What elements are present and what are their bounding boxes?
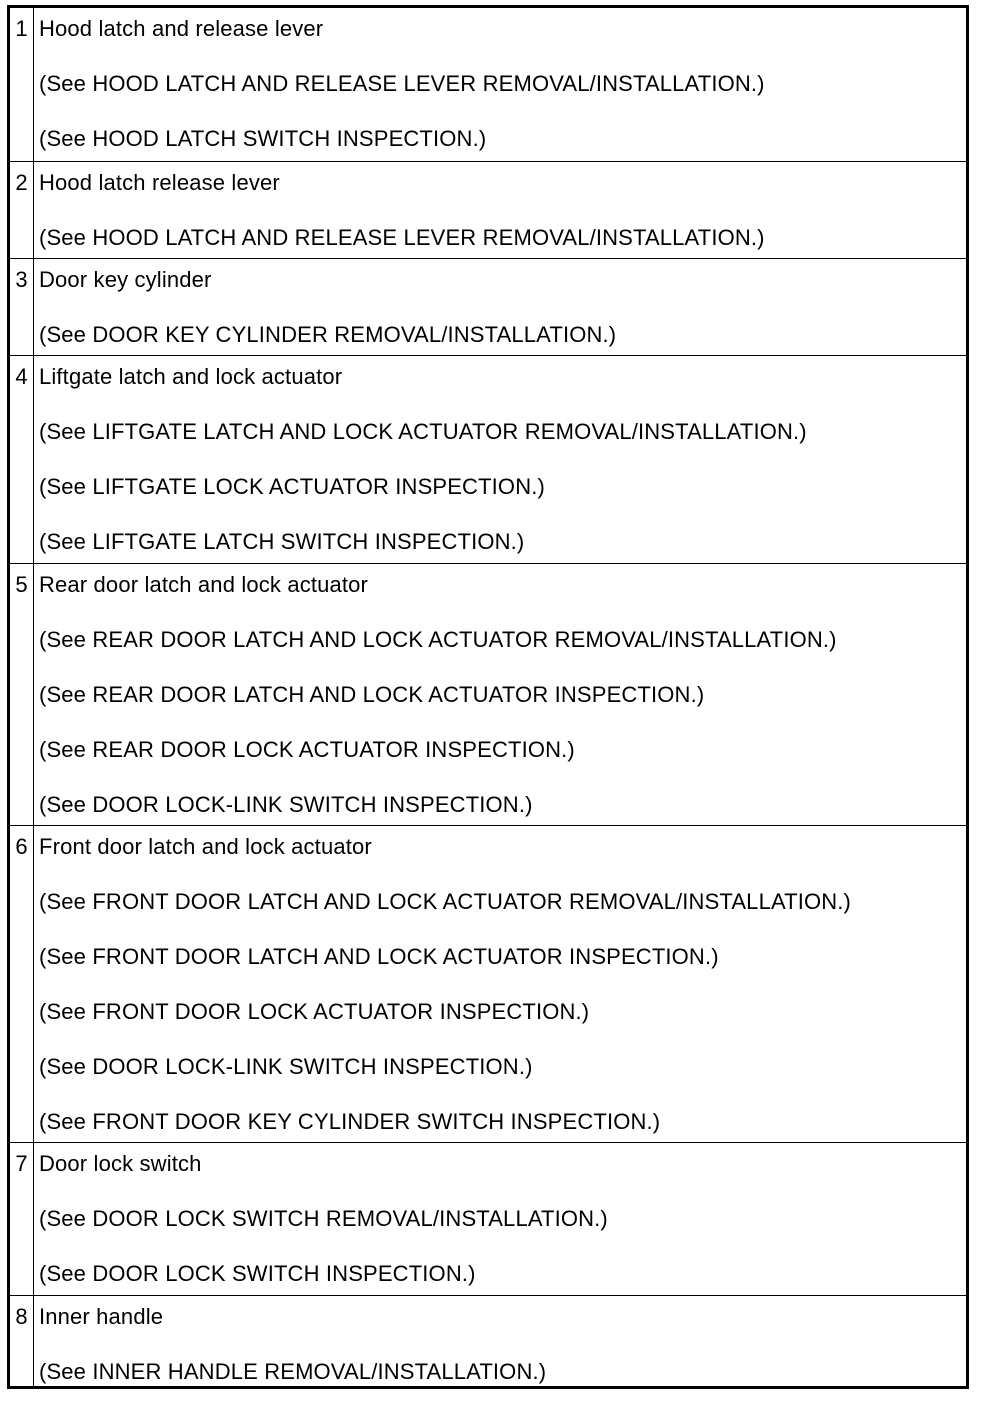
component-cell	[39, 361, 964, 581]
table-row	[10, 1142, 966, 1296]
reference-link[interactable]: (See FRONT DOOR LOCK ACTUATOR INSPECTION.)	[39, 999, 590, 1024]
reference-link[interactable]: (See DOOR LOCK SWITCH REMOVAL/INSTALLATION.)	[39, 1206, 608, 1231]
component-name: Front door latch and lock actuator	[39, 834, 372, 859]
reference-link[interactable]: (See REAR DOOR LOCK ACTUATOR INSPECTION.)	[39, 737, 575, 762]
component-name: Door lock switch	[39, 1151, 202, 1176]
component-cell	[39, 569, 964, 844]
reference-link[interactable]: (See HOOD LATCH SWITCH INSPECTION.)	[39, 126, 487, 151]
component-number: 4	[15, 364, 28, 389]
reference-link[interactable]: (See REAR DOOR LATCH AND LOCK ACTUATOR REMOVAL/INSTALLATION.)	[39, 627, 837, 652]
reference-link[interactable]: (See DOOR LOCK-LINK SWITCH INSPECTION.)	[39, 792, 533, 817]
reference-link[interactable]: (See LIFTGATE LATCH SWITCH INSPECTION.)	[39, 529, 525, 554]
component-number: 3	[15, 267, 28, 292]
component-cell	[39, 1148, 964, 1313]
reference-link[interactable]: (See FRONT DOOR LATCH AND LOCK ACTUATOR REMOVAL/INSTALLATION.)	[39, 889, 852, 914]
component-name: Door key cylinder	[39, 267, 212, 292]
component-name: Rear door latch and lock actuator	[39, 572, 369, 597]
component-name: Hood latch and release lever	[39, 16, 324, 41]
component-cell	[39, 1301, 964, 1411]
component-name: Liftgate latch and lock actuator	[39, 364, 343, 389]
component-name: Hood latch release lever	[39, 170, 280, 195]
table-row	[10, 8, 966, 161]
reference-link[interactable]: (See LIFTGATE LATCH AND LOCK ACTUATOR REMOVAL/INSTALLATION.)	[39, 419, 807, 444]
reference-link[interactable]: (See FRONT DOOR KEY CYLINDER SWITCH INSPECTION.)	[39, 1109, 661, 1134]
component-cell	[39, 13, 964, 178]
reference-link[interactable]: (See LIFTGATE LOCK ACTUATOR INSPECTION.)	[39, 474, 545, 499]
reference-link[interactable]: (See DOOR LOCK SWITCH INSPECTION.)	[39, 1261, 476, 1286]
component-name: Inner handle	[39, 1304, 164, 1329]
component-reference-table	[7, 5, 969, 1389]
component-number: 7	[15, 1151, 28, 1176]
reference-link[interactable]: (See HOOD LATCH AND RELEASE LEVER REMOVAL/INSTALLATION.)	[39, 71, 765, 96]
table-row	[10, 563, 966, 826]
table-row	[10, 355, 966, 564]
table-row	[10, 1295, 966, 1387]
component-number: 1	[15, 16, 28, 41]
reference-link[interactable]: (See DOOR KEY CYLINDER REMOVAL/INSTALLATION.)	[39, 322, 617, 347]
reference-link[interactable]: (See INNER HANDLE REMOVAL/INSTALLATION.)	[39, 1359, 547, 1384]
reference-link[interactable]: (See DOOR LOCK-LINK SWITCH INSPECTION.)	[39, 1054, 533, 1079]
table-row	[10, 825, 966, 1143]
component-number: 2	[15, 170, 28, 195]
reference-link[interactable]: (See HOOD LATCH AND RELEASE LEVER REMOVAL/INSTALLATION.)	[39, 225, 765, 250]
component-number: 6	[15, 834, 28, 859]
table-row	[10, 161, 966, 259]
component-cell	[39, 831, 964, 1161]
reference-link[interactable]: (See REAR DOOR LATCH AND LOCK ACTUATOR INSPECTION.)	[39, 682, 705, 707]
component-number: 5	[15, 572, 28, 597]
reference-link[interactable]: (See FRONT DOOR LATCH AND LOCK ACTUATOR INSPECTION.)	[39, 944, 719, 969]
component-number: 8	[15, 1304, 28, 1329]
table-row	[10, 258, 966, 356]
